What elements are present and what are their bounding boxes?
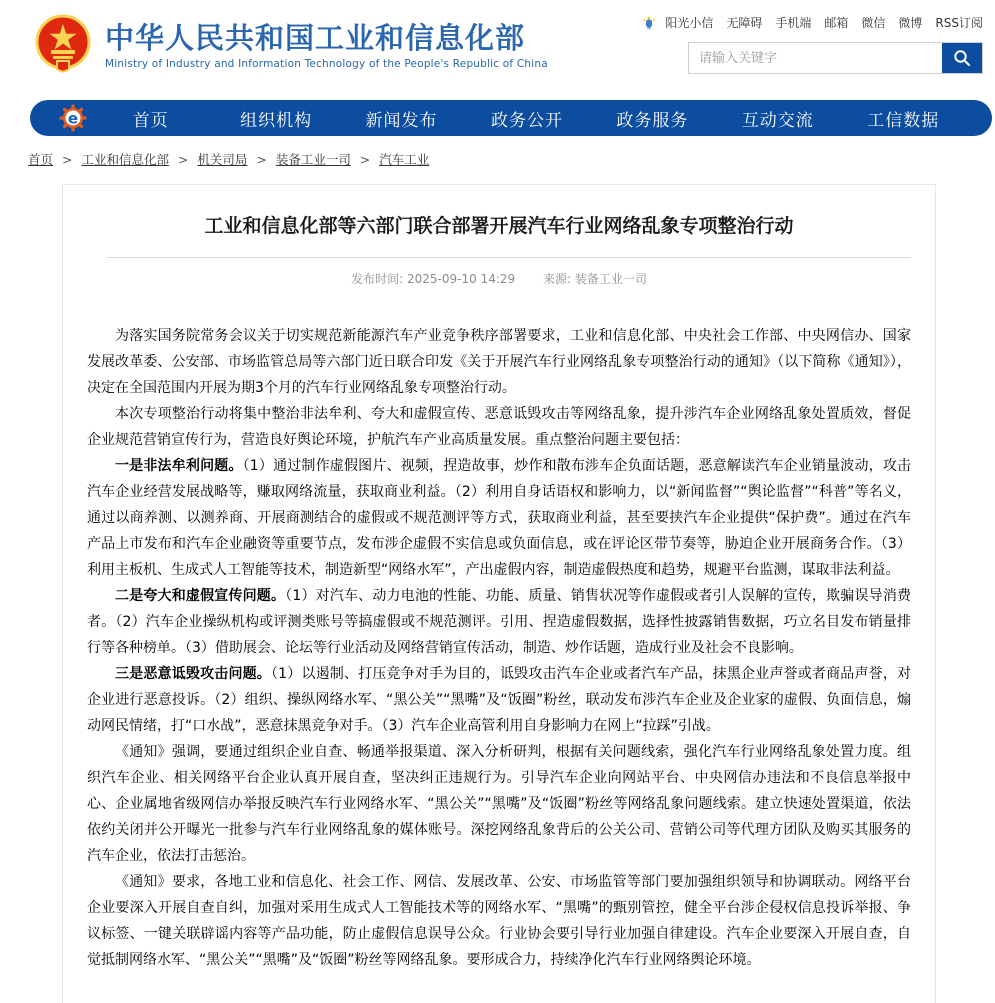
svg-text:e: e bbox=[67, 109, 79, 128]
article-body bbox=[87, 323, 911, 973]
article-paragraph: 三是恶意诋毁攻击问题。（1）以遏制、打压竞争对手为目的，诋毁攻击汽车企业或者汽车产品，抹黑企业声誉或者商品声誉，对企业进行恶意投诉。（2）组织、操纵网络水军、“黑公关”“黑嘴”及“饭圈”粉丝，联动发布涉汽车企业及企业家的虚假、负面信息，煽动网民情绪，打“口水战”，恶意抹黑竞争对手。（3）汽车企业高管利用自身影响力在网上“拉踩”引战。 bbox=[87, 666, 911, 734]
site-brand bbox=[35, 14, 548, 76]
paragraph-lead: 二是夸大和虚假宣传问题。 bbox=[115, 588, 286, 604]
utility-link-wechat[interactable]: 微信 bbox=[861, 16, 886, 30]
nav-item-organization[interactable]: 组织机构 bbox=[240, 110, 313, 131]
breadcrumb bbox=[28, 150, 995, 168]
site-title: 中华人民共和国工业和信息化部 bbox=[105, 20, 526, 55]
breadcrumb-separator: > bbox=[173, 152, 193, 167]
site-header bbox=[0, 0, 995, 96]
title-divider bbox=[107, 257, 911, 258]
breadcrumb-item-equipment-industry-division-1[interactable]: 装备工业一司 bbox=[275, 152, 351, 167]
breadcrumb-separator: > bbox=[252, 152, 271, 167]
article-container bbox=[62, 184, 936, 1003]
search-icon bbox=[953, 49, 971, 67]
utility-link-weibo[interactable]: 微博 bbox=[898, 16, 923, 30]
article-paragraph: 《通知》强调，要通过组织企业自查、畅通举报渠道、深入分析研判，根据有关问题线索，强化汽车行业网络乱象处置力度。组织汽车企业、相关网络平台企业认真开展自查，坚决纠正违规行为。引导汽车企业向网站平台、中央网信办违法和不良信息举报中心、企业属地省级网信办举报反映汽车行业网络水军、“黑公关”“黑嘴”及“饭圈”粉丝等网络乱象问题线索。建立快速处置渠道，依法依约关闭并公开曝光一批参与汽车行业网络乱象的媒体账号。深挖网络乱象背后的公关公司、营销公司等代理方团队及购买其服务的汽车企业，依法打击惩治。 bbox=[87, 744, 911, 864]
utility-link-mail[interactable]: 邮箱 bbox=[824, 16, 849, 30]
article-paragraph: 《通知》要求，各地工业和信息化、社会工作、网信、发展改革、公安、市场监管等部门要加强组织领导和协调联动。网络平台企业要深入开展自查自纠，加强对采用生成式人工智能技术等的网络水军、“黑嘴”的甄别管控，健全平台涉企侵权信息投诉举报、争议标签、一键关联辟谣内容等产品功能，防止虚假信息误导公众。行业协会要引导行业加强自律建设。汽车企业要深入开展自查，自觉抵制网络水军、“黑公关”“黑嘴”及“饭圈”粉丝等网络乱象。要形成合力，持续净化汽车行业网络舆论环境。 bbox=[87, 874, 911, 968]
breadcrumb-item-auto-industry[interactable]: 汽车工业 bbox=[379, 152, 430, 167]
breadcrumb-separator: > bbox=[58, 152, 77, 167]
breadcrumb-item-departments[interactable]: 机关司局 bbox=[197, 152, 248, 167]
breadcrumb-separator: > bbox=[355, 152, 375, 167]
nav-item-news-release[interactable]: 新闻发布 bbox=[365, 110, 438, 131]
utility-link-sunshine-letter[interactable]: 阳光小信 bbox=[665, 16, 714, 30]
utility-links bbox=[642, 14, 983, 31]
page-title: 工业和信息化部等六部门联合部署开展汽车行业网络乱象专项整治行动 bbox=[204, 215, 794, 237]
nav-item-gov-disclosure[interactable]: 政务公开 bbox=[490, 110, 563, 131]
nav-item-home[interactable]: 首页 bbox=[132, 110, 169, 131]
main-nav bbox=[30, 100, 992, 136]
paragraph-lead: 三是恶意诋毁攻击问题。 bbox=[115, 666, 271, 682]
article-source: 来源: 装备工业一司 bbox=[542, 272, 647, 286]
article-paragraph: 本次专项整治行动将集中整治非法牟利、夸大和虚假宣传、恶意诋毁攻击等网络乱象，提升涉汽车企业网络乱象处置质效，督促企业规范营销宣传行为，营造良好舆论环境，护航汽车产业高质量发展。重点整治问题主要包括： bbox=[87, 406, 911, 448]
utility-link-accessibility[interactable]: 无障碍 bbox=[726, 16, 763, 30]
nav-item-gov-service[interactable]: 政务服务 bbox=[616, 110, 689, 131]
miit-gear-logo-icon bbox=[58, 103, 88, 133]
search-bar bbox=[688, 42, 983, 74]
breadcrumb-item-miit[interactable]: 工业和信息化部 bbox=[81, 152, 169, 167]
utility-link-rss[interactable]: RSS订阅 bbox=[935, 16, 983, 30]
publish-time: 发布时间: 2025-09-10 14:29 bbox=[351, 272, 516, 286]
sunshine-icon bbox=[642, 15, 656, 30]
article-paragraph: 为落实国务院常务会议关于切实规范新能源汽车产业竞争秩序部署要求，工业和信息化部、中央社会工作部、中央网信办、国家发展改革委、公安部、市场监管总局等六部门近日联合印发《关于开展汽车行业网络乱象专项整治行动的通知》（以下简称《通知》），决定在全国范围内开展为期3个月的汽车行业网络乱象专项整治行动。 bbox=[87, 328, 911, 396]
search-input[interactable] bbox=[689, 43, 942, 73]
utility-link-mobile[interactable]: 手机端 bbox=[775, 16, 812, 30]
nav-item-interaction[interactable]: 互动交流 bbox=[741, 110, 814, 131]
article-paragraph: 一是非法牟利问题。（1）通过制作虚假图片、视频，捏造故事，炒作和散布涉车企负面话题，恶意解读汽车企业销量波动，攻击汽车企业经营发展战略等，赚取网络流量，获取商业利益。（2）利用自身话语权和影响力，以“新闻监督”“舆论监督”“科普”等名义，通过以商养测、以测养商、开展商测结合的虚假或不规范测评等方式，获取商业利益，甚至要挟汽车企业提供“保护费”。通过在汽车产品上市发布和汽车企业融资等重要节点，发布涉企虚假不实信息或负面信息，或在评论区带节奏等，胁迫企业开展商务合作。（3）利用主板机、生成式人工智能等技术，制造新型“网络水军”，产出虚假内容，制造虚假热度和趋势，规避平台监测，谋取非法利益。 bbox=[87, 458, 912, 578]
site-title-english: Ministry of Industry and Information Technology of the People's Republic of China bbox=[105, 57, 548, 70]
national-emblem-logo bbox=[35, 14, 91, 76]
article-meta bbox=[87, 270, 911, 287]
article-paragraph: 二是夸大和虚假宣传问题。（1）对汽车、动力电池的性能、功能、质量、销售状况等作虚假或者引人误解的宣传，欺骗误导消费者。（2）汽车企业操纵机构或评测类账号等搞虚假或不规范测评。引用、捏造虚假数据，选择性披露销售数据，巧立名目发布销量排行等各种榜单。（3）借助展会、论坛等行业活动及网络营销宣传活动，制造、炒作话题，造成行业及社会不良影响。 bbox=[87, 588, 912, 656]
paragraph-lead: 一是非法牟利问题。 bbox=[115, 458, 243, 474]
search-button[interactable] bbox=[942, 43, 982, 73]
breadcrumb-item-home[interactable]: 首页 bbox=[28, 152, 54, 167]
nav-item-miit-data[interactable]: 工信数据 bbox=[867, 110, 940, 131]
